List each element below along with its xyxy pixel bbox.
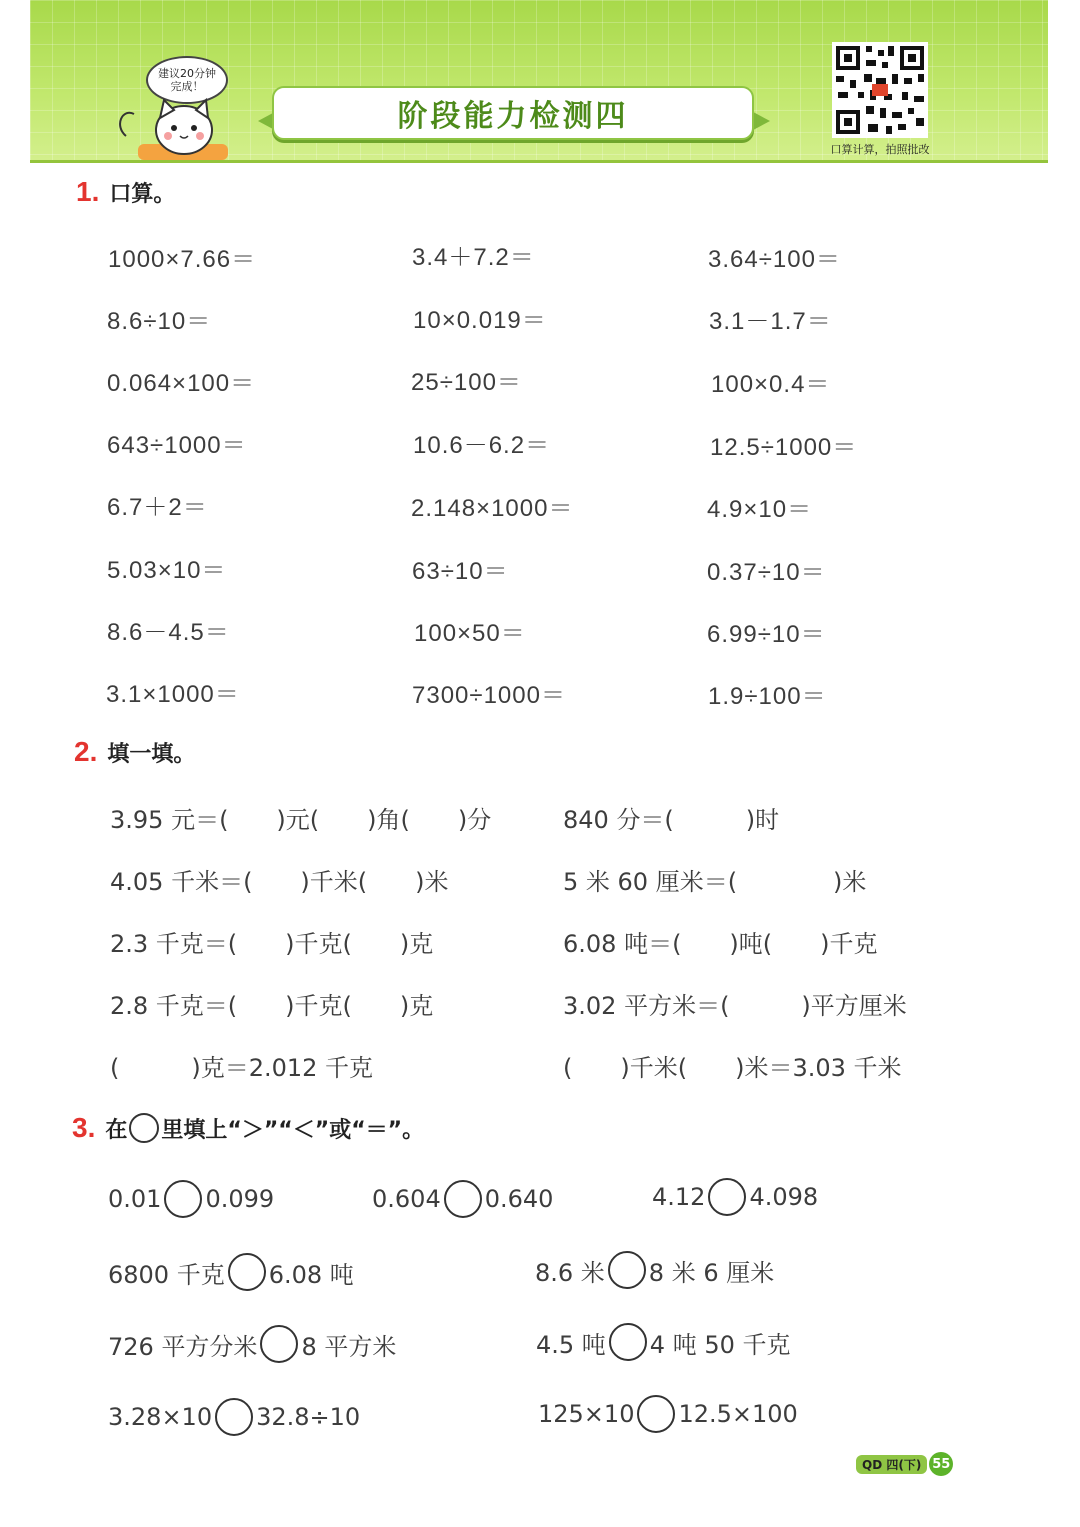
section-3-number: 3. [72, 1112, 96, 1143]
compare-right: 8 平方米 [301, 1332, 397, 1361]
calc-item: 3.1－1.7＝ [709, 308, 832, 335]
page-title: 阶段能力检测四 [397, 99, 629, 134]
fill-item: ( )克＝2.012 千克 [110, 1054, 374, 1082]
answer-circle[interactable] [609, 1323, 647, 1361]
section-2-number: 2. [74, 736, 98, 767]
page-number: 55 [929, 1452, 953, 1476]
fill-item: 3.95 元＝( )元( )角( )分 [110, 806, 492, 834]
calc-item: 4.9×10＝ [707, 496, 813, 523]
calc-item: 100×50＝ [414, 620, 526, 647]
answer-circle[interactable] [228, 1253, 266, 1291]
compare-right: 6.08 吨 [268, 1260, 354, 1289]
answer-circle[interactable] [260, 1325, 298, 1363]
compare-left: 4.5 吨 [536, 1330, 606, 1359]
fill-item: ( )千米( )米＝3.03 千米 [563, 1054, 902, 1082]
compare-right: 32.8÷10 [256, 1403, 361, 1431]
compare-left: 0.01 [108, 1185, 162, 1213]
compare-left: 4.12 [652, 1183, 706, 1211]
section-2-title [74, 736, 195, 768]
compare-left: 0.604 [372, 1185, 441, 1213]
fill-item: 3.02 平方米＝( )平方厘米 [563, 992, 907, 1020]
compare-right: 0.099 [205, 1185, 275, 1213]
fill-item: 2.8 千克＝( )千克( )克 [110, 992, 434, 1020]
answer-circle[interactable] [215, 1398, 253, 1436]
compare-left: 6800 千克 [108, 1260, 225, 1289]
compare-item [372, 1180, 553, 1218]
page-footer [856, 1452, 953, 1476]
compare-left: 125×10 [538, 1400, 635, 1428]
compare-right: 4 吨 50 千克 [649, 1330, 791, 1359]
title-box [272, 86, 754, 140]
compare-left: 3.28×10 [108, 1403, 213, 1431]
calc-item: 1.9÷100＝ [708, 683, 827, 710]
answer-circle[interactable] [637, 1395, 675, 1433]
answer-circle[interactable] [164, 1180, 202, 1218]
calc-item: 6.99÷10＝ [707, 621, 826, 648]
calc-item: 7300÷1000＝ [412, 682, 566, 709]
section-1-number: 1. [76, 176, 100, 207]
compare-item [538, 1395, 798, 1433]
bubble-line-2: 完成！ [170, 80, 204, 93]
compare-item [108, 1398, 360, 1436]
compare-item [535, 1251, 774, 1289]
compare-item [536, 1323, 791, 1361]
calc-item: 1000×7.66＝ [108, 246, 257, 273]
calc-item: 643÷1000＝ [107, 432, 247, 459]
calc-item: 2.148×1000＝ [411, 495, 574, 522]
compare-item [108, 1180, 274, 1218]
fill-item: 2.3 千克＝( )千克( )克 [110, 930, 434, 958]
calc-item: 0.064×100＝ [107, 370, 256, 397]
compare-item [652, 1178, 818, 1216]
calc-item: 8.6－4.5＝ [107, 619, 230, 646]
fill-item: 4.05 千米＝( )千米( )米 [110, 868, 449, 896]
circle-icon [129, 1113, 159, 1143]
calc-item: 10.6－6.2＝ [413, 432, 551, 459]
answer-circle[interactable] [444, 1180, 482, 1218]
bubble-line-1: 建议20分钟 [158, 67, 216, 80]
fill-item: 6.08 吨＝( )吨( )千克 [563, 930, 878, 958]
section-3-label-before: 在 [105, 1118, 128, 1143]
calc-item: 0.37÷10＝ [707, 559, 826, 586]
calc-item: 3.4＋7.2＝ [412, 244, 535, 271]
calc-item: 63÷10＝ [412, 558, 509, 585]
answer-circle[interactable] [708, 1178, 746, 1216]
section-2-label: 填一填。 [107, 742, 196, 767]
section-1-title [76, 176, 175, 208]
qr-code-icon[interactable] [832, 42, 928, 138]
calc-item: 100×0.4＝ [711, 371, 831, 398]
section-3-label-after: 里填上“＞”“＜”或“＝”。 [161, 1118, 425, 1143]
calc-item: 3.64÷100＝ [708, 246, 841, 273]
section-1-label: 口算。 [109, 182, 176, 207]
cat-mascot-icon [112, 96, 232, 160]
compare-right: 0.640 [484, 1185, 554, 1213]
calc-item: 5.03×10＝ [107, 557, 227, 584]
fill-item: 840 分＝( )时 [563, 806, 780, 834]
compare-item [108, 1253, 354, 1291]
calc-item: 3.1×1000＝ [106, 681, 240, 708]
calc-item: 12.5÷1000＝ [710, 434, 858, 461]
fill-item: 5 米 60 厘米＝( )米 [563, 868, 867, 896]
calc-item: 8.6÷10＝ [107, 308, 212, 335]
compare-right: 12.5×100 [678, 1400, 798, 1428]
qr-caption: 口算计算，拍照批改 [830, 143, 930, 156]
calc-item: 10×0.019＝ [413, 307, 547, 334]
compare-item [108, 1325, 396, 1363]
compare-left: 8.6 米 [535, 1258, 605, 1287]
compare-right: 8 米 6 厘米 [648, 1258, 775, 1287]
calc-item: 6.7＋2＝ [107, 494, 208, 521]
section-3-title [72, 1112, 424, 1144]
answer-circle[interactable] [608, 1251, 646, 1289]
book-tag: QD 四(下) [856, 1455, 927, 1474]
calc-item: 25÷100＝ [411, 369, 522, 396]
compare-left: 726 平方分米 [108, 1332, 258, 1361]
compare-right: 4.098 [749, 1183, 819, 1211]
